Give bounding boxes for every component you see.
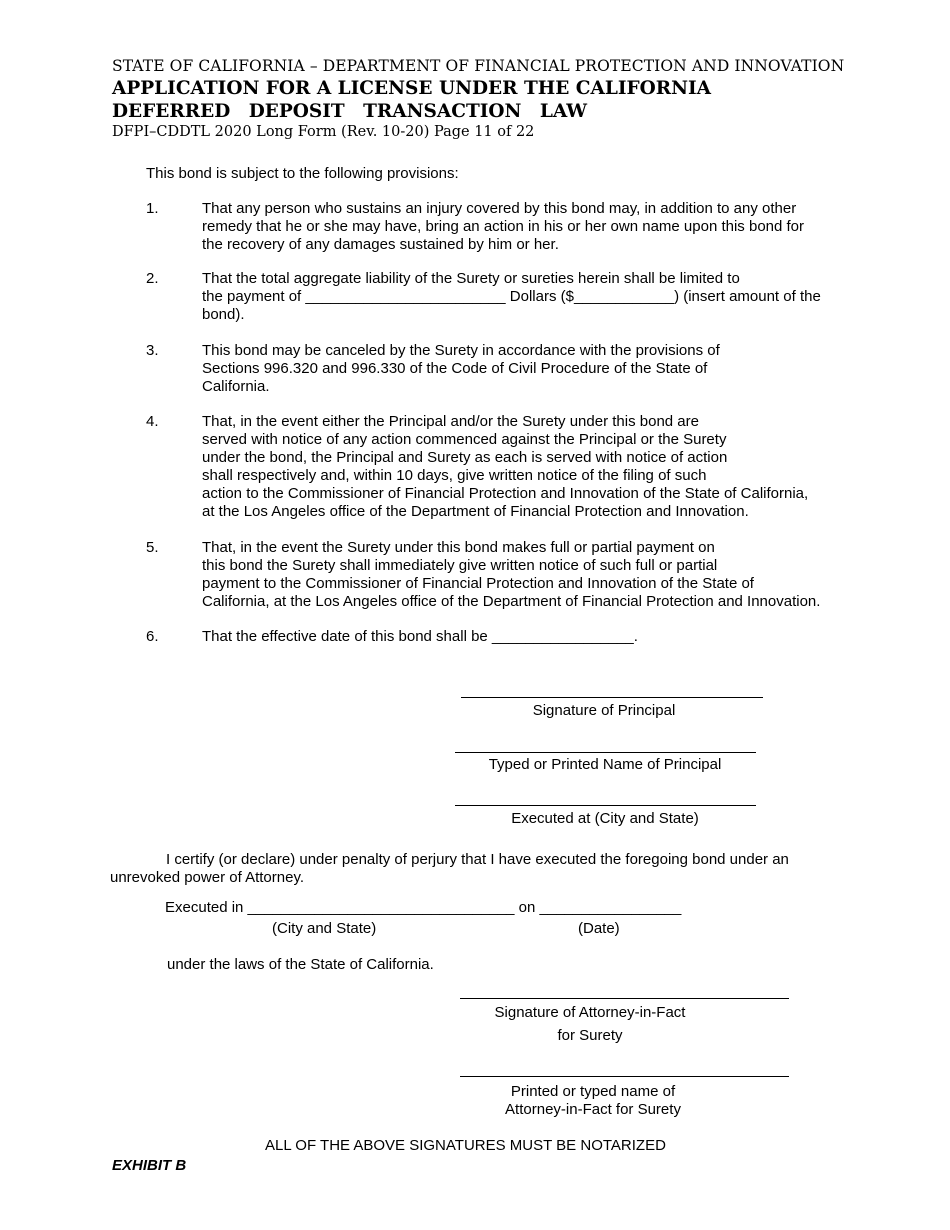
city-state-label: (City and State) (272, 920, 377, 937)
intro-text: This bond is subject to the following provisions: (146, 165, 459, 182)
notarization-notice: ALL OF THE ABOVE SIGNATURES MUST BE NOTARIZED (265, 1137, 666, 1154)
attorney-signature-line[interactable] (460, 998, 789, 999)
provision-text: That the total aggregate liability of the Surety or sureties herein shall be limited to the payment of ________________________ Dollars ($____________) (insert amount of the bond). (202, 270, 821, 323)
form-title-line-2: DEFERRED DEPOSIT TRANSACTION LAW (112, 101, 588, 122)
provision-text: This bond may be canceled by the Surety in accordance with the provisions of Sections 996.320 and 996.330 of the Code of Civil Procedure of the State of California. (202, 342, 720, 395)
attorney-name-label: Printed or typed name of (510, 1083, 676, 1100)
executed-at-line[interactable] (455, 805, 756, 806)
attorney-signature-label-cont: for Surety (557, 1027, 623, 1044)
form-id: DFPI–CDDTL 2020 Long Form (Rev. 10-20) Page 11 of 22 (112, 124, 535, 140)
certification-text: I certify (or declare) under penalty of perjury that I have executed the foregoing bond under an (166, 851, 789, 868)
provision-text: That any person who sustains an injury covered by this bond may, in addition to any other remedy that he or she may have, bring an action in his or her own name upon this bond for the recovery of any damages sustained by him or her. (202, 200, 805, 253)
laws-text: under the laws of the State of California. (167, 956, 434, 973)
provision-number: 1. (146, 200, 159, 217)
provision-number: 3. (146, 342, 159, 359)
attorney-signature-label: Signature of Attorney-in-Fact (494, 1004, 686, 1021)
attorney-name-line[interactable] (460, 1076, 789, 1077)
agency-header: STATE OF CALIFORNIA – DEPARTMENT OF FINANCIAL PROTECTION AND INNOVATION (112, 57, 845, 75)
executed-in-line: Executed in ________________________________ on _________________ (165, 899, 682, 916)
provision-number: 6. (146, 628, 159, 645)
provision-text: That the effective date of this bond shall be _________________. (202, 628, 638, 645)
principal-name-label: Typed or Printed Name of Principal (488, 756, 722, 773)
exhibit-label: EXHIBIT B (112, 1157, 187, 1174)
attorney-name-label-cont: Attorney-in-Fact for Surety (505, 1101, 681, 1118)
form-title-line-1: APPLICATION FOR A LICENSE UNDER THE CALIFORNIA (112, 78, 712, 99)
provision-text: That, in the event either the Principal and/or the Surety under this bond are served with notice of any action commenced against the Principal or the Surety under the bond, the Principal and Surety as each is served with notice of action shall respectively and, within 10 days, give written notice of the filing of such action to the Commissioner of Financial Protection and Innovation of the State of California, at the Los Angeles office of the Department of Financial Protection and Innovation. (202, 413, 809, 520)
executed-at-label: Executed at (City and State) (511, 810, 699, 827)
principal-name-line[interactable] (455, 752, 756, 753)
provision-number: 5. (146, 539, 159, 556)
principal-signature-label: Signature of Principal (532, 702, 676, 719)
provision-number: 2. (146, 270, 159, 287)
principal-signature-line[interactable] (461, 697, 763, 698)
date-label: (Date) (578, 920, 620, 937)
provision-text: That, in the event the Surety under this bond makes full or partial payment on this bond the Surety shall immediately give written notice of such full or partial payment to the Commissioner of Financial Protection and Innovation of the State of California, at the Los Angeles office of the Department of Financial Protection and Innovation. (202, 539, 821, 610)
certification-text-cont: unrevoked power of Attorney. (110, 869, 305, 886)
provision-number: 4. (146, 413, 159, 430)
